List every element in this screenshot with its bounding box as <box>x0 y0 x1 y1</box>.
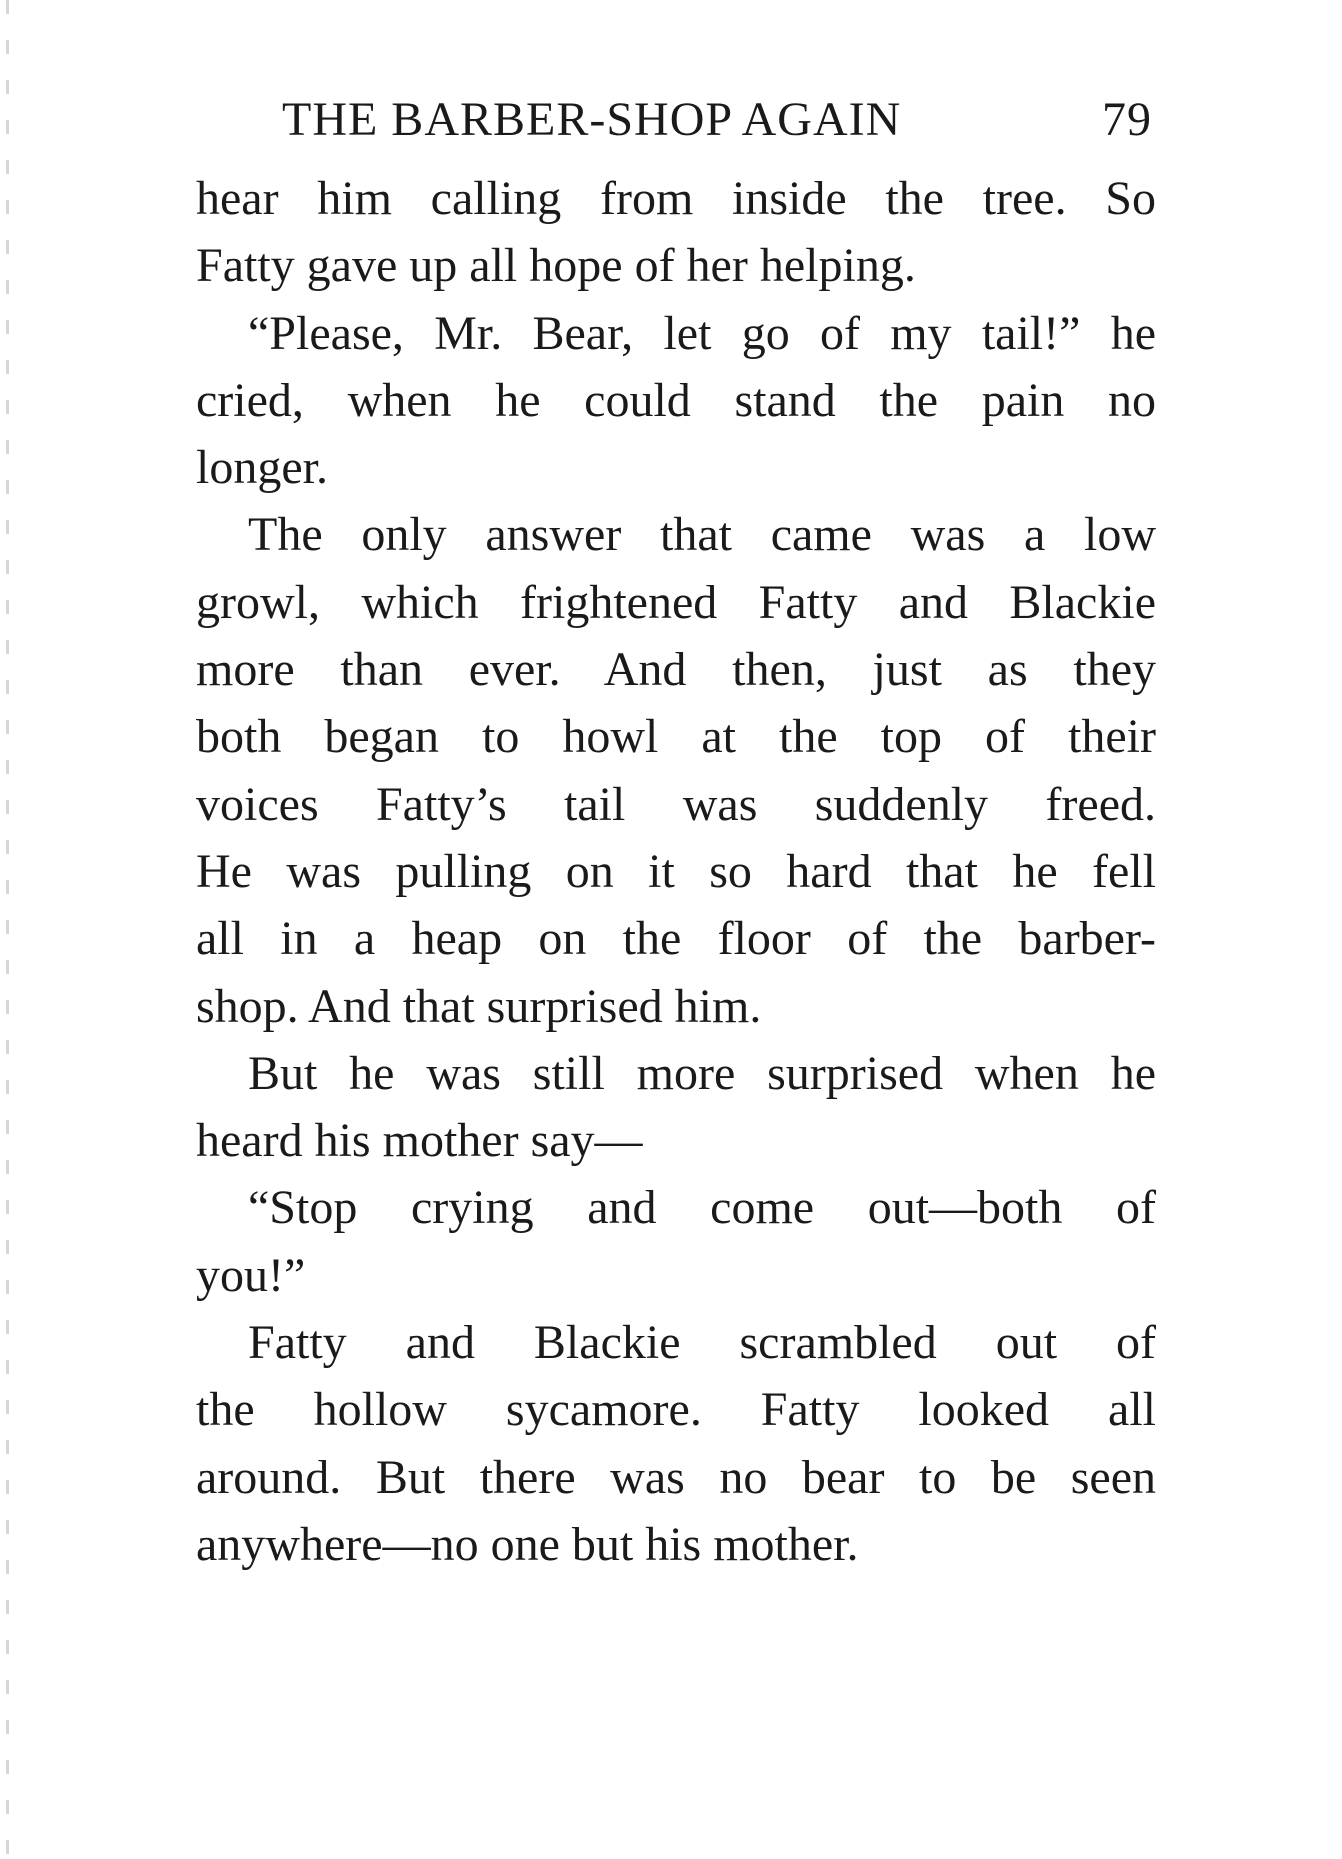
scan-edge-artifact <box>6 0 9 1859</box>
text-line: “Stop crying and come out—both of <box>248 1181 1156 1235</box>
text-line: But he was still more surprised when he <box>248 1046 1156 1100</box>
text-line: you!” <box>196 1248 306 1302</box>
text-line: more than ever. And then, just as they <box>196 643 1156 697</box>
running-head <box>282 92 1152 152</box>
text-line: all in a heap on the floor of the barber- <box>196 912 1156 966</box>
text-line: growl, which frightened Fatty and Blackie <box>196 575 1156 629</box>
chapter-title: THE BARBER-SHOP AGAIN <box>282 93 902 146</box>
text-line: Fatty and Blackie scrambled out of <box>248 1316 1156 1370</box>
body-text <box>196 165 1156 1578</box>
page-number: 79 <box>1102 93 1152 146</box>
text-line: around. But there was no bear to be seen <box>196 1450 1156 1504</box>
text-line: Fatty gave up all hope of her helping. <box>196 239 916 293</box>
text-line: the hollow sycamore. Fatty looked all <box>196 1383 1156 1437</box>
text-line: both began to howl at the top of their <box>196 710 1156 764</box>
text-line: anywhere—no one but his mother. <box>196 1517 859 1571</box>
text-line: cried, when he could stand the pain no <box>196 373 1156 427</box>
text-line: The only answer that came was a low <box>248 508 1156 562</box>
text-line: hear him calling from inside the tree. So <box>196 172 1156 225</box>
text-line: heard his mother say— <box>196 1114 643 1168</box>
text-line: shop. And that surprised him. <box>196 979 762 1033</box>
text-line: longer. <box>196 441 328 495</box>
text-line: “Please, Mr. Bear, let go of my tail!” he <box>248 306 1156 360</box>
text-line: He was pulling on it so hard that he fell <box>196 844 1156 898</box>
text-line: voices Fatty’s tail was suddenly freed. <box>196 777 1156 831</box>
